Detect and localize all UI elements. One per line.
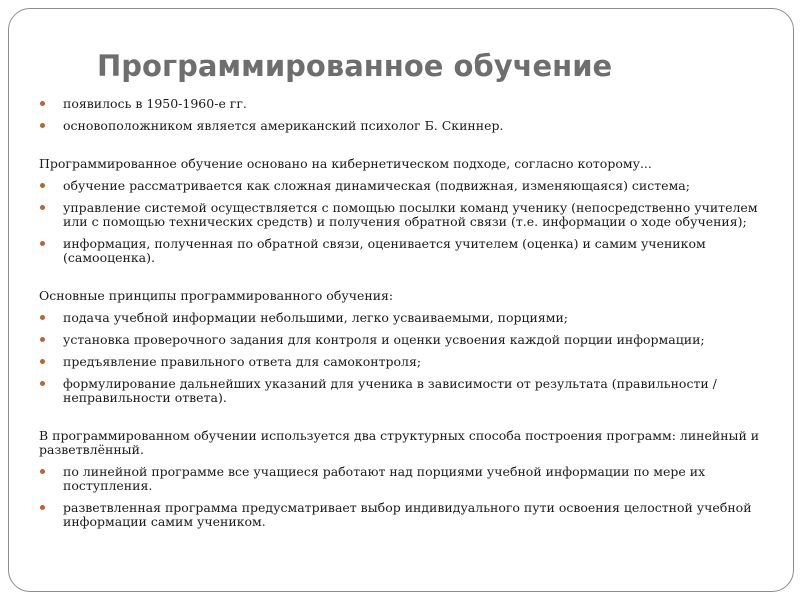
bullet-item: обучение рассматривается как сложная динамическая (подвижная, изменяющаяся) система;: [39, 179, 769, 193]
slide-frame: [8, 8, 794, 592]
bullet-item: установка проверочного задания для контроля и оценки усвоения каждой порции информации;: [39, 333, 769, 347]
bullet-item: основоположником является американский психолог Б. Скиннер.: [39, 119, 769, 133]
bullet-item: формулирование дальнейших указаний для ученика в зависимости от результата (правильности / неправильности ответа).: [39, 377, 769, 405]
bullet-item: разветвленная программа предусматривает выбор индивидуального пути освоения целостной учебной информации самим учеником.: [39, 501, 769, 529]
slide-title: Программированное обучение: [97, 49, 613, 83]
section-intro: В программированном обучении используется два структурных способа построения программ: линейный и разветвлённый.: [39, 428, 760, 457]
section-gap: [39, 273, 769, 289]
section-intro: Основные принципы программированного обучения:: [39, 288, 394, 303]
section-gap: [39, 141, 769, 157]
bullet-item: управление системой осуществляется с помощью посылки команд ученику (непосредственно учителем или с помощью технических средств) и получения обратной связи (т.е. информации о ходе обучения);: [39, 201, 769, 229]
bullet-item: по линейной программе все учащиеся работают над порциями учебной информации по мере их поступления.: [39, 465, 769, 493]
bullet-item: информация, полученная по обратной связи, оценивается учителем (оценка) и самим учеником (самооценка).: [39, 237, 769, 265]
bullet-item: предъявление правильного ответа для самоконтроля;: [39, 355, 769, 369]
bullet-item: появилось в 1950-1960-е гг.: [39, 97, 769, 111]
section-gap: [39, 413, 769, 429]
slide-content: [39, 97, 769, 537]
section-intro: Программированное обучение основано на кибернетическом подходе, согласно которому...: [39, 156, 652, 171]
bullet-item: подача учебной информации небольшими, легко усваиваемыми, порциями;: [39, 311, 769, 325]
